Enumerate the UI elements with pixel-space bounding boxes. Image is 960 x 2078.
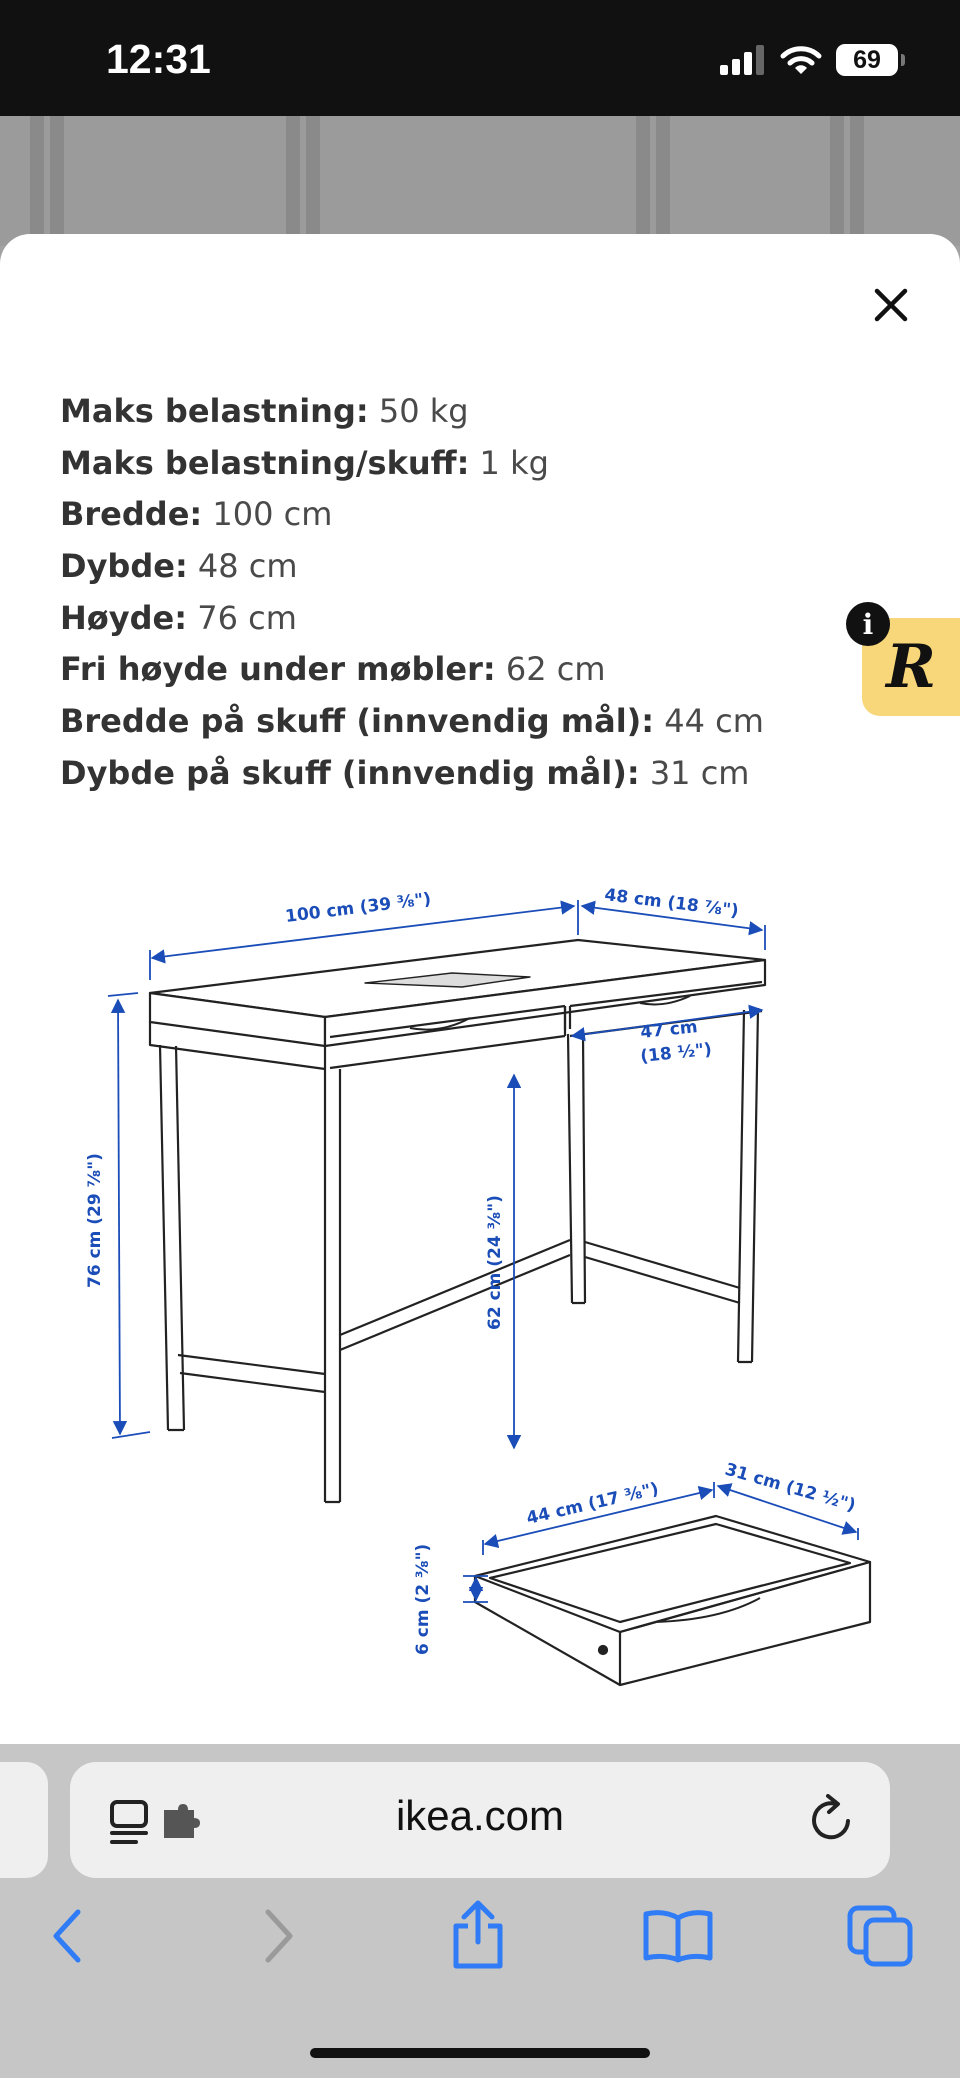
- spec-label: Bredde:: [60, 495, 203, 534]
- battery-indicator: [836, 44, 898, 76]
- drawer-inner-width-label: 44 cm (17 ⅜"): [524, 1479, 661, 1529]
- spec-value: 48 cm: [187, 547, 298, 586]
- drawer-drawing: [475, 1516, 870, 1685]
- spec-width: [60, 489, 764, 541]
- spec-label: Høyde:: [60, 598, 188, 637]
- spec-value: 100 cm: [202, 495, 333, 534]
- spec-clearance: [60, 644, 764, 696]
- wifi-icon: [780, 44, 822, 76]
- width-label: 100 cm (39 ⅜"): [284, 889, 433, 927]
- clearance-label: 62 cm (24 ⅜"): [485, 1195, 505, 1330]
- status-bar: [0, 0, 960, 116]
- spec-label: Maks belastning:: [60, 392, 369, 430]
- info-icon[interactable]: i: [846, 602, 890, 646]
- drawer-inner-depth-label: 31 cm (12 ½"): [722, 1459, 858, 1516]
- url-text[interactable]: ikea.com: [395, 1792, 565, 1839]
- status-icons: [720, 44, 898, 76]
- spec-value: 1 kg: [469, 443, 549, 482]
- spec-height: [60, 593, 764, 645]
- drawer-width-label-2: (18 ½"): [639, 1039, 713, 1067]
- spec-drawer-width: [60, 696, 764, 748]
- spec-max-load-drawer: [60, 438, 764, 490]
- extension-logo-letter: R: [886, 632, 936, 702]
- home-indicator[interactable]: [310, 2048, 650, 2058]
- spec-max-load: [60, 386, 764, 438]
- close-button[interactable]: [866, 280, 916, 330]
- measurement-list: [60, 386, 764, 800]
- height-label: 76 cm (29 ⅞"): [85, 1153, 105, 1288]
- status-time: 12:31: [106, 36, 211, 82]
- cellular-signal-icon: [720, 45, 766, 75]
- close-icon: [873, 287, 909, 323]
- spec-depth: [60, 541, 764, 593]
- spec-value: 50 kg: [368, 392, 469, 430]
- spec-label: Dybde på skuff (innvendig mål):: [60, 753, 640, 792]
- share-icon[interactable]: [448, 1898, 508, 1970]
- background-page: [0, 116, 960, 246]
- forward-icon[interactable]: [258, 1904, 298, 1968]
- tabs-icon[interactable]: [846, 1904, 916, 1968]
- spec-value: 44 cm: [654, 702, 764, 741]
- reload-icon[interactable]: [808, 1794, 856, 1846]
- desk-dimension-diagram: [0, 850, 960, 1730]
- address-bar[interactable]: [70, 1762, 890, 1878]
- drawer-width-label-1: 47 cm: [639, 1017, 699, 1043]
- spec-value: 62 cm: [495, 650, 606, 689]
- depth-label: 48 cm (18 ⅞"): [603, 885, 740, 922]
- previous-tab-peek[interactable]: [0, 1762, 48, 1878]
- spec-drawer-depth: [60, 748, 764, 800]
- spec-label: Dybde:: [60, 547, 188, 586]
- spec-label: Maks belastning/skuff:: [60, 443, 470, 482]
- battery-level: 69: [853, 45, 881, 74]
- spec-label: Bredde på skuff (innvendig mål):: [60, 702, 655, 741]
- back-icon[interactable]: [48, 1904, 88, 1968]
- spec-value: 76 cm: [187, 598, 297, 637]
- bookmarks-icon[interactable]: [642, 1908, 714, 1964]
- spec-value: 31 cm: [639, 753, 750, 792]
- spec-label: Fri høyde under møbler:: [60, 650, 496, 689]
- drawer-height-label: 6 cm (2 ⅜"): [413, 1543, 433, 1655]
